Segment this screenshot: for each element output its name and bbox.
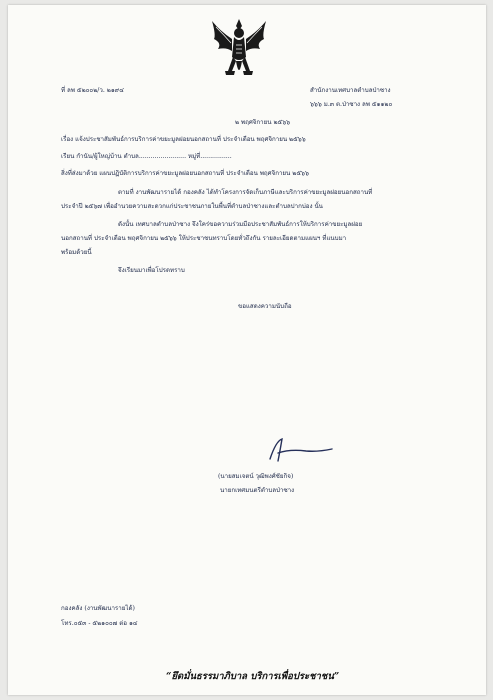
footer-department: กองคลัง (งานพัฒนารายได้) — [61, 605, 135, 612]
body-paragraph-2-line-2: นอกสถานที่ ประจำเดือน พฤศจิกายน ๒๕๖๖ ให้ประชาชนทราบโดยทั่วถึงกัน รายละเอียดตามแผนฯ ที่แนบมา — [61, 235, 347, 242]
letter-recipient: เรียน กำนัน/ผู้ใหญ่บ้าน ตำบล........................ หมู่ที่................ — [61, 153, 232, 160]
signer-title: นายกเทศมนตรีตำบลป่าซาง — [220, 487, 295, 494]
body-paragraph-2-line-1: ดังนั้น เทศบาลตำบลป่าซาง จึงใคร่ขอความร่วมมือประชาสัมพันธ์การให้บริการค่าขยะมูลฝอย — [118, 221, 363, 228]
body-paragraph-1-line-2: ประจำปี ๒๕๖๗ เพื่ออำนวยความสะดวกแก่ประชาชนภายในพื้นที่ตำบลป่าซางและตำบลปากบ่อง นั้น — [61, 203, 323, 210]
body-paragraph-3: จึงเรียนมาเพื่อโปรดทราบ — [118, 267, 185, 274]
body-paragraph-1-line-1: ตามที่ งานพัฒนารายได้ กองคลัง ได้ทำโครงการจัดเก็บภาษีและบริการค่าขยะมูลฝอยนอกสถานที่ — [118, 189, 373, 196]
letter-page — [8, 5, 486, 695]
office-address: ๖๖๖ ม.๓ ต.ป่าซาง ลพ ๕๑๑๒๐ — [310, 101, 393, 108]
garuda-emblem-icon — [210, 17, 268, 83]
signer-name: (นายสมเจตน์ วุฒิพงศ์ชัยกิจ) — [218, 473, 294, 480]
footer-phone: โทร.๐๕๓ - ๕๒๑๐๐๗ ต่อ ๑๔ — [61, 620, 138, 627]
closing-salutation: ขอแสดงความนับถือ — [238, 303, 292, 310]
footer-motto: “ยึดมั่นธรรมาภิบาล บริการเพื่อประชาชน” — [166, 671, 340, 682]
letter-attachment: สิ่งที่ส่งมาด้วย แผนปฏิบัติการบริการค่าขยะมูลฝอยนอกสถานที่ ประจำเดือน พฤศจิกายน ๒๕๖๖ — [61, 170, 309, 177]
body-paragraph-2-line-3: พร้อมด้วยนี้ — [61, 249, 92, 256]
office-name: สำนักงานเทศบาลตำบลป่าซาง — [310, 87, 391, 94]
signature — [266, 435, 336, 465]
letter-subject: เรื่อง แจ้งประชาสัมพันธ์การบริการค่าขยะมูลฝอยนอกสถานที่ ประจำเดือน พฤศจิกายน ๒๕๖๖ — [61, 136, 306, 143]
document-number: ที่ ลพ ๕๒๐๐๒/ว. ๒๑๙๔ — [61, 87, 124, 94]
letter-date: ๒ พฤศจิกายน ๒๕๖๖ — [235, 119, 291, 126]
